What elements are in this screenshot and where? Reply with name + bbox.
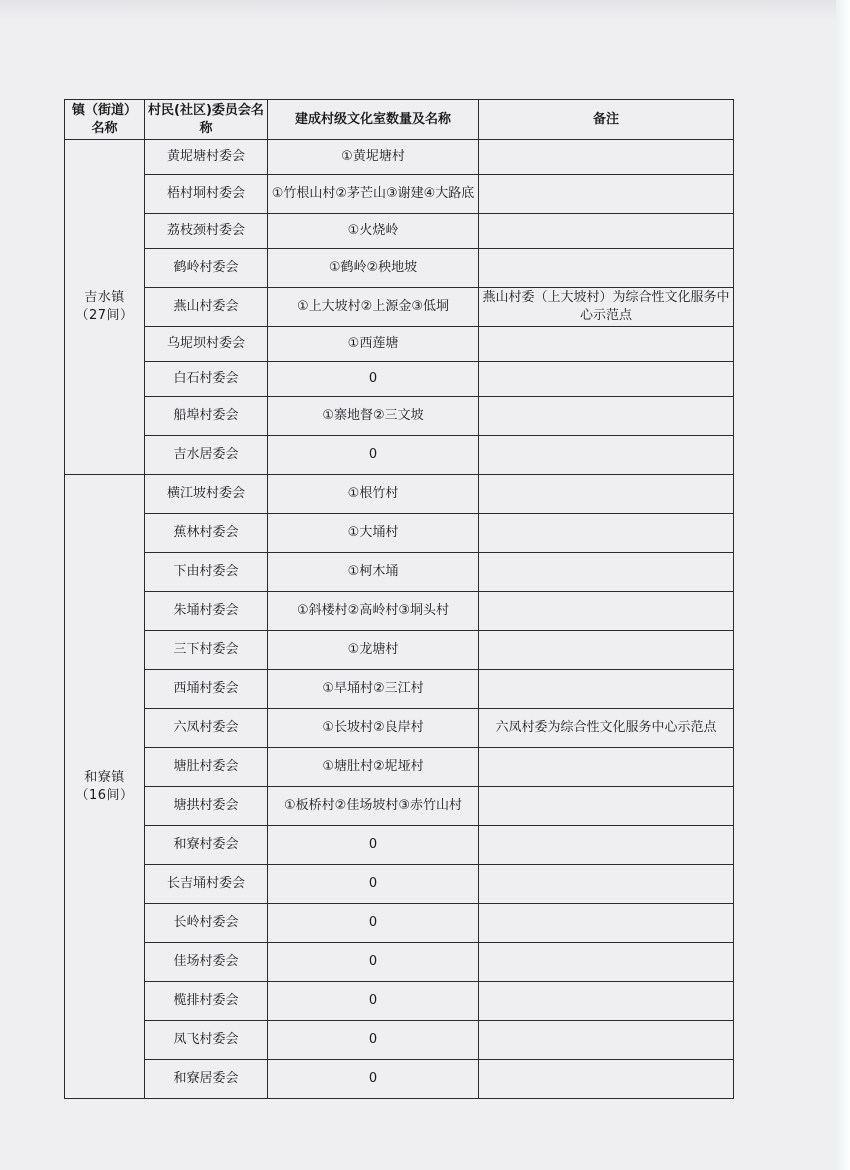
rooms-cell: ①竹根山村②茅芒山③谢建④大路底 xyxy=(268,175,479,214)
table-row xyxy=(65,631,734,670)
committee-cell: 吉水居委会 xyxy=(145,436,268,475)
note-cell xyxy=(479,826,734,865)
header-rooms: 建成村级文化室数量及名称 xyxy=(268,100,479,140)
note-cell: 燕山村委（上大坡村）为综合性文化服务中心示范点 xyxy=(479,288,734,327)
table-row xyxy=(65,826,734,865)
note-cell xyxy=(479,592,734,631)
rooms-cell: 0 xyxy=(268,436,479,475)
town-name: 吉水镇 xyxy=(84,290,125,305)
table-row xyxy=(65,1021,734,1060)
table-row xyxy=(65,175,734,214)
rooms-cell: ①板桥村②佳场坡村③赤竹山村 xyxy=(268,787,479,826)
town-cell xyxy=(65,475,145,1099)
rooms-cell: 0 xyxy=(268,943,479,982)
note-cell xyxy=(479,175,734,214)
table-row xyxy=(65,327,734,362)
note-cell xyxy=(479,553,734,592)
committee-cell: 鹤岭村委会 xyxy=(145,249,268,288)
header-town: 镇（街道）名称 xyxy=(65,100,145,140)
note-cell xyxy=(479,904,734,943)
town-count: （16间） xyxy=(75,787,134,803)
note-cell xyxy=(479,362,734,397)
committee-cell: 佳场村委会 xyxy=(145,943,268,982)
note-cell: 六凤村委为综合性文化服务中心示范点 xyxy=(479,709,734,748)
committee-cell: 朱埇村委会 xyxy=(145,592,268,631)
rooms-cell: ①黄坭塘村 xyxy=(268,140,479,175)
town-count: （27间） xyxy=(75,308,134,323)
table-header-row xyxy=(65,100,734,140)
rooms-cell: ①火烧岭 xyxy=(268,214,479,249)
scan-shadow-top xyxy=(0,0,850,20)
rooms-cell: ①根竹村 xyxy=(268,475,479,514)
committee-cell: 三下村委会 xyxy=(145,631,268,670)
committee-cell: 乌坭坝村委会 xyxy=(145,327,268,362)
note-cell xyxy=(479,748,734,787)
table-row xyxy=(65,362,734,397)
committee-cell: 凤飞村委会 xyxy=(145,1021,268,1060)
table-row xyxy=(65,288,734,327)
table-row xyxy=(65,397,734,436)
note-cell xyxy=(479,436,734,475)
table-row xyxy=(65,214,734,249)
rooms-cell: 0 xyxy=(268,826,479,865)
committee-cell: 西埇村委会 xyxy=(145,670,268,709)
note-cell xyxy=(479,514,734,553)
table-row xyxy=(65,592,734,631)
committee-cell: 横江坡村委会 xyxy=(145,475,268,514)
scan-shadow-right xyxy=(836,0,850,1170)
committee-cell: 塘拱村委会 xyxy=(145,787,268,826)
table-row xyxy=(65,514,734,553)
table-row xyxy=(65,748,734,787)
committee-cell: 长岭村委会 xyxy=(145,904,268,943)
committee-cell: 白石村委会 xyxy=(145,362,268,397)
note-cell xyxy=(479,1021,734,1060)
table-row xyxy=(65,436,734,475)
note-cell xyxy=(479,865,734,904)
committee-cell: 六凤村委会 xyxy=(145,709,268,748)
committee-cell: 黄坭塘村委会 xyxy=(145,140,268,175)
header-committee: 村民(社区)委员会名称 xyxy=(145,100,268,140)
rooms-cell: ①塘肚村②坭垭村 xyxy=(268,748,479,787)
rooms-cell: ①鹤岭②秧地坡 xyxy=(268,249,479,288)
table-row xyxy=(65,865,734,904)
rooms-cell: ①长坡村②良岸村 xyxy=(268,709,479,748)
rooms-cell: ①上大坡村②上源金③低垌 xyxy=(268,288,479,327)
committee-cell: 船埠村委会 xyxy=(145,397,268,436)
committee-cell: 燕山村委会 xyxy=(145,288,268,327)
rooms-cell: ①西莲塘 xyxy=(268,327,479,362)
committee-cell: 下由村委会 xyxy=(145,553,268,592)
rooms-cell: 0 xyxy=(268,904,479,943)
note-cell xyxy=(479,1060,734,1099)
table-row xyxy=(65,1060,734,1099)
note-cell xyxy=(479,670,734,709)
note-cell xyxy=(479,631,734,670)
note-cell xyxy=(479,214,734,249)
rooms-cell: ①寨地督②三文坡 xyxy=(268,397,479,436)
table-row xyxy=(65,943,734,982)
note-cell xyxy=(479,787,734,826)
note-cell xyxy=(479,249,734,288)
note-cell xyxy=(479,327,734,362)
rooms-cell: 0 xyxy=(268,1060,479,1099)
table-row xyxy=(65,787,734,826)
table-row xyxy=(65,670,734,709)
committee-cell: 荔枝颈村委会 xyxy=(145,214,268,249)
committee-cell: 塘肚村委会 xyxy=(145,748,268,787)
committee-cell: 梧村垌村委会 xyxy=(145,175,268,214)
committee-cell: 长吉埇村委会 xyxy=(145,865,268,904)
rooms-cell: ①柯木埇 xyxy=(268,553,479,592)
table-row xyxy=(65,982,734,1021)
committee-cell: 和寮村委会 xyxy=(145,826,268,865)
rooms-cell: ①斜楼村②高岭村③垌头村 xyxy=(268,592,479,631)
note-cell xyxy=(479,475,734,514)
rooms-cell: 0 xyxy=(268,982,479,1021)
note-cell xyxy=(479,982,734,1021)
header-note: 备注 xyxy=(479,100,734,140)
rooms-cell: ①大埇村 xyxy=(268,514,479,553)
rooms-cell: 0 xyxy=(268,362,479,397)
town-name: 和寮镇 xyxy=(84,769,125,785)
table-row xyxy=(65,475,734,514)
table-row xyxy=(65,904,734,943)
committee-cell: 和寮居委会 xyxy=(145,1060,268,1099)
note-cell xyxy=(479,943,734,982)
town-cell xyxy=(65,140,145,475)
rooms-cell: ①龙塘村 xyxy=(268,631,479,670)
rooms-cell: 0 xyxy=(268,1021,479,1060)
committee-cell: 榄排村委会 xyxy=(145,982,268,1021)
table-row xyxy=(65,249,734,288)
rooms-cell: 0 xyxy=(268,865,479,904)
note-cell xyxy=(479,140,734,175)
rooms-cell: ①早埇村②三江村 xyxy=(268,670,479,709)
culture-room-table xyxy=(64,99,734,1099)
note-cell xyxy=(479,397,734,436)
table-row xyxy=(65,140,734,175)
committee-cell: 蕉林村委会 xyxy=(145,514,268,553)
table-row xyxy=(65,709,734,748)
table-row xyxy=(65,553,734,592)
